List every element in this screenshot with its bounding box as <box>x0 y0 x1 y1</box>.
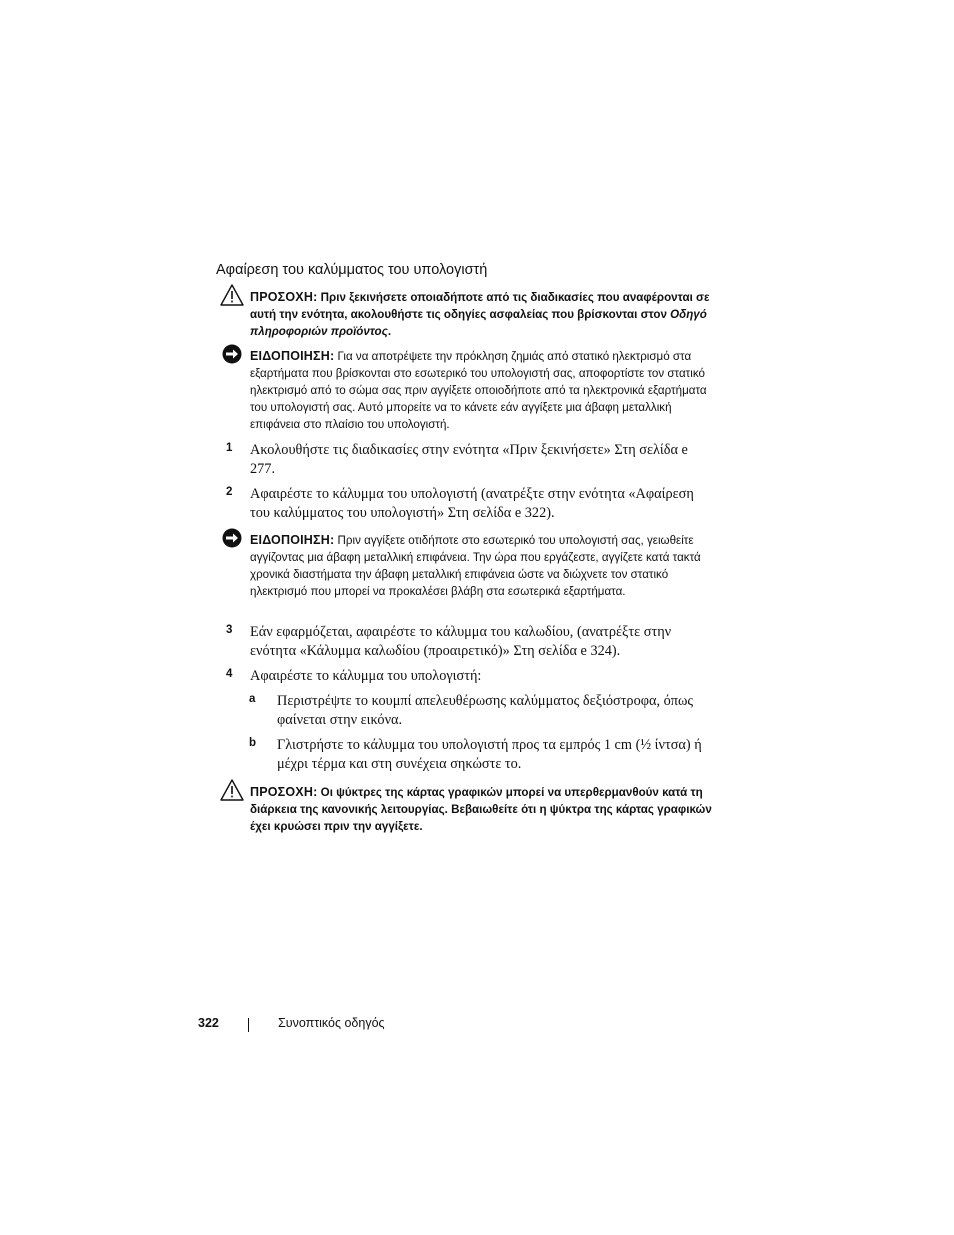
substep-letter: a <box>249 693 256 705</box>
step-number: 2 <box>226 486 233 498</box>
warning-triangle-icon <box>220 779 244 801</box>
caution-body: Οι ψύκτρες της κάρτας γραφικών μπορεί να υπερθερμανθούν κατά τη διάρκεια της κανονικής λειτουργίας. Βεβαιωθείτε ότι η ψύκτρα της κάρτας γραφικών έχει κρυώσει πριν την αγγίξετε. <box>250 786 712 833</box>
page-number: 322 <box>198 1016 219 1030</box>
step-item <box>226 623 716 661</box>
notice-circle-icon <box>220 343 244 365</box>
step-text: Ακολουθήστε τις διαδικασίες στην ενότητα «Πριν ξεκινήσετε» Στη σελίδα e 277. <box>250 442 688 477</box>
notice-text <box>250 343 716 433</box>
notice-block <box>216 527 716 600</box>
caution-label: ΠΡΟΣΟΧΗ: <box>250 290 318 304</box>
notice-body: Για να αποτρέψετε την πρόκληση ζημιάς από στατικό ηλεκτρισμό στα εξαρτήματα που βρίσκονται στο εσωτερικό του υπολογιστή σας, αποφορτίστε τον στατικό ηλεκτρισμό από το σώμα σας πριν αγγίξετε οποιοδήποτε από τα ηλεκτρονικά εξαρτήματα του υπολογιστή σας. Αυτό μπορείτε να το κάνετε εάν αγγίξετε μια άβαφη μεταλλική επιφάνεια στο πλαίσιο του υπολογιστή. <box>250 350 707 431</box>
step-number: 4 <box>226 668 233 680</box>
step-item <box>226 667 716 686</box>
caution-body: Πριν ξεκινήσετε οποιαδήποτε από τις διαδικασίες που αναφέρονται σε αυτή την ενότητα, ακολουθήστε τις οδηγίες ασφαλείας που βρίσκονται στον <box>250 291 710 321</box>
section-title: Αφαίρεση του καλύμματος του υπολογιστή <box>216 262 488 278</box>
caution-block <box>216 284 716 340</box>
substep-text: Περιστρέψτε το κουμπί απελευθέρωσης καλύμματος δεξιόστροφα, όπως φαίνεται στην εικόνα. <box>277 693 694 728</box>
warning-triangle-icon <box>220 284 244 306</box>
step-text: Αφαιρέστε το κάλυμμα του υπολογιστή (ανατρέξτε στην ενότητα «Αφαίρεση του καλύμματος του υπολογιστή» Στη σελίδα e 322). <box>250 486 694 521</box>
step-number: 1 <box>226 442 233 454</box>
substep-text: Γλιστρήστε το κάλυμμα του υπολογιστή προς τα εμπρός 1 cm (½ ίντσα) ή μέχρι τέρμα και στη συνέχεια σηκώστε το. <box>277 737 702 772</box>
substep-item <box>249 692 717 730</box>
caution-block <box>216 779 716 835</box>
step-number: 3 <box>226 624 233 636</box>
step-text: Αφαιρέστε το κάλυμμα του υπολογιστή: <box>250 668 482 684</box>
notice-body: Πριν αγγίξετε οτιδήποτε στο εσωτερικό του υπολογιστή σας, γειωθείτε αγγίζοντας μια άβαφη μεταλλική επιφάνεια. Την ώρα που εργάζεστε, αγγίζετε κατά τακτά χρονικά διαστήματα την άβαφη μεταλλική επιφάνεια ώστε να διώχνετε τον στατικό ηλεκτρισμό που μπορεί να προκαλέσει βλάβη στα εσωτερικά εξαρτήματα. <box>250 534 701 598</box>
step-item <box>226 441 716 479</box>
notice-circle-icon <box>220 527 244 549</box>
step-text: Εάν εφαρμόζεται, αφαιρέστε το κάλυμμα του καλωδίου, (ανατρέξτε στην ενότητα «Κάλυμμα καλωδίου (προαιρετικό)» Στη σελίδα e 324). <box>250 624 672 659</box>
caution-label: ΠΡΟΣΟΧΗ: <box>250 785 318 799</box>
notice-label: ΕΙΔΟΠΟΙΗΣΗ: <box>250 349 335 363</box>
footer-divider <box>248 1018 249 1032</box>
substep-letter: b <box>249 737 257 749</box>
caution-text <box>250 779 716 835</box>
caution-end: . <box>387 325 392 338</box>
footer-title: Συνοπτικός οδηγός <box>278 1016 385 1030</box>
substep-item <box>249 736 717 774</box>
step-item <box>226 485 716 523</box>
guide-title: Οδηγό πληροφοριών προϊόντος <box>250 308 707 338</box>
caution-text <box>250 284 716 340</box>
notice-block <box>216 343 716 433</box>
notice-label: ΕΙΔΟΠΟΙΗΣΗ: <box>250 533 335 547</box>
notice-text <box>250 527 716 600</box>
